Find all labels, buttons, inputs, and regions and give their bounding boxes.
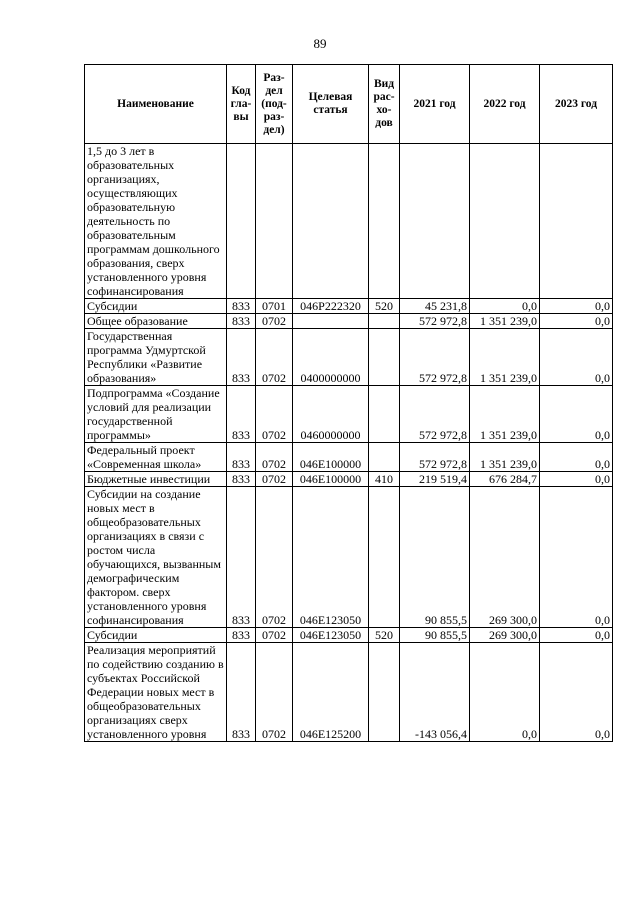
row-code [227,144,256,299]
row-2023: 0,0 [540,487,613,628]
row-code: 833 [227,643,256,742]
row-code: 833 [227,628,256,643]
row-code: 833 [227,443,256,472]
row-kind: 520 [369,628,400,643]
row-2022: 1 351 239,0 [470,443,540,472]
row-kind [369,487,400,628]
row-kind [369,314,400,329]
row-name: Бюджетные инвестиции [85,472,227,487]
table-row [85,643,613,742]
header-code: Код гла-вы [227,65,256,144]
row-2022: 1 351 239,0 [470,314,540,329]
row-2021 [400,144,470,299]
page-number: 89 [313,36,327,51]
row-2021: 45 231,8 [400,299,470,314]
row-name: 1,5 до 3 лет в образовательных организациях, осуществляющих образовательную деятельность по образовательным программам дошкольного образования, сверх установленного уровня софинансирования [85,144,227,299]
row-kind [369,144,400,299]
row-2023 [540,144,613,299]
row-name: Федеральный проект «Современная школа» [85,443,227,472]
row-article: 046E100000 [293,443,369,472]
row-2021: 572 972,8 [400,329,470,386]
row-2023: 0,0 [540,443,613,472]
row-code: 833 [227,386,256,443]
table-row [85,628,613,643]
row-2023: 0,0 [540,329,613,386]
row-article: 046E123050 [293,628,369,643]
row-section: 0702 [256,643,293,742]
row-kind [369,443,400,472]
row-name: Реализация мероприятий по содействию созданию в субъектах Российской Федерации новых мест в общеобразовательных организациях сверх установленного уровня [85,643,227,742]
row-2021: 572 972,8 [400,314,470,329]
row-kind [369,643,400,742]
row-code: 833 [227,487,256,628]
row-2023: 0,0 [540,643,613,742]
header-2021: 2021 год [400,65,470,144]
row-2023: 0,0 [540,386,613,443]
row-code: 833 [227,299,256,314]
row-name: Общее образование [85,314,227,329]
row-code: 833 [227,314,256,329]
row-kind [369,386,400,443]
header-section: Раз-дел (под-раз-дел) [256,65,293,144]
row-code: 833 [227,472,256,487]
row-article: 046E100000 [293,472,369,487]
row-2023: 0,0 [540,314,613,329]
row-section: 0702 [256,472,293,487]
row-name: Субсидии [85,628,227,643]
row-2022: 0,0 [470,299,540,314]
row-2022: 269 300,0 [470,487,540,628]
row-article: 046E123050 [293,487,369,628]
table-row [85,487,613,628]
row-2021: -143 056,4 [400,643,470,742]
row-section: 0702 [256,314,293,329]
row-kind: 410 [369,472,400,487]
table-row [85,314,613,329]
header-article: Целевая статья [293,65,369,144]
row-2022 [470,144,540,299]
row-article [293,144,369,299]
row-2021: 90 855,5 [400,487,470,628]
row-2021: 572 972,8 [400,443,470,472]
row-2022: 1 351 239,0 [470,386,540,443]
row-section: 0702 [256,329,293,386]
row-section [256,144,293,299]
row-2022: 269 300,0 [470,628,540,643]
row-2022: 0,0 [470,643,540,742]
row-kind: 520 [369,299,400,314]
table-header-row [85,65,613,144]
row-name: Государственная программа Удмуртской Республики «Развитие образования» [85,329,227,386]
row-name: Подпрограмма «Создание условий для реализации государственной программы» [85,386,227,443]
row-article: 046P222320 [293,299,369,314]
row-2023: 0,0 [540,299,613,314]
row-article: 046E125200 [293,643,369,742]
row-2021: 572 972,8 [400,386,470,443]
row-article [293,314,369,329]
table-row [85,299,613,314]
row-kind [369,329,400,386]
table-row [85,386,613,443]
row-2023: 0,0 [540,628,613,643]
row-section: 0701 [256,299,293,314]
row-2022: 676 284,7 [470,472,540,487]
row-article: 0400000000 [293,329,369,386]
row-2023: 0,0 [540,472,613,487]
row-2021: 90 855,5 [400,628,470,643]
row-2022: 1 351 239,0 [470,329,540,386]
table-row [85,144,613,299]
budget-table [84,64,613,742]
row-section: 0702 [256,443,293,472]
header-kind: Вид рас-хо-дов [369,65,400,144]
header-2023: 2023 год [540,65,613,144]
row-section: 0702 [256,628,293,643]
header-name: Наименование [85,65,227,144]
table-row [85,472,613,487]
row-2021: 219 519,4 [400,472,470,487]
table-row [85,443,613,472]
row-article: 0460000000 [293,386,369,443]
row-name: Субсидии [85,299,227,314]
table-row [85,329,613,386]
row-name: Субсидии на создание новых мест в общеобразовательных организациях в связи с ростом числа обучающихся, вызванным демографическим фактором. сверх установленного уровня софинансирования [85,487,227,628]
row-section: 0702 [256,386,293,443]
row-code: 833 [227,329,256,386]
row-section: 0702 [256,487,293,628]
header-2022: 2022 год [470,65,540,144]
